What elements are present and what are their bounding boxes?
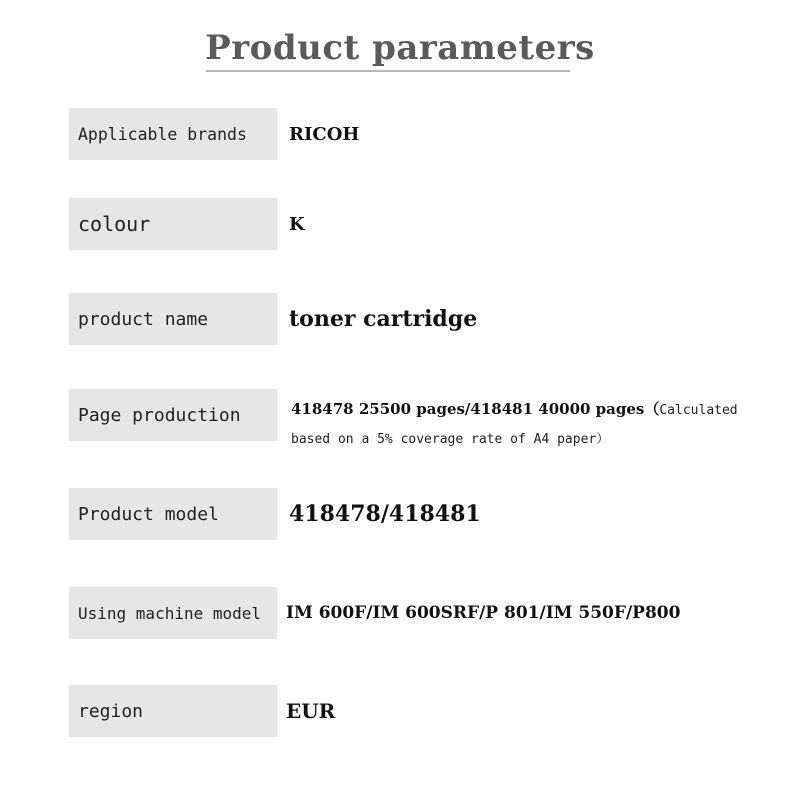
param-label-region: region [78, 700, 144, 722]
param-label-box [69, 198, 277, 250]
param-label-product-name: product name [78, 308, 209, 330]
param-value-machine-model: IM 600F/IM 600SRF/P 801/IM 550F/P800 [286, 603, 681, 623]
param-value-region: EUR [286, 699, 336, 723]
param-value-brands: RICOH [289, 123, 360, 145]
param-label-box [69, 389, 277, 441]
param-label-product-model: Product model [78, 503, 219, 525]
page-production-note-line1: Calculated [659, 403, 738, 418]
page-title: Product parameters [205, 28, 595, 68]
param-label-page-production: Page production [78, 404, 241, 426]
param-row-colour [69, 198, 769, 250]
param-row-page-production [69, 389, 769, 447]
param-label-box [69, 488, 277, 540]
param-row-region [69, 685, 769, 737]
param-label-colour: colour [78, 212, 151, 236]
param-row-machine-model [69, 587, 769, 639]
param-row-brands [69, 108, 769, 160]
param-label-machine-model: Using machine model [78, 603, 262, 623]
param-row-product-name [69, 293, 769, 345]
param-label-box [69, 685, 277, 737]
param-label-brands: Applicable brands [78, 124, 247, 144]
param-value-product-name: toner cartridge [289, 306, 478, 332]
param-value-page-production [291, 395, 761, 454]
page-production-note-line2: based on a 5% coverage rate of A4 paper） [291, 432, 610, 447]
param-row-product-model [69, 488, 769, 540]
param-label-box [69, 587, 277, 639]
param-label-box [69, 293, 277, 345]
param-value-colour: K [289, 213, 305, 235]
param-value-product-model: 418478/418481 [289, 501, 481, 527]
title-underline [206, 70, 570, 72]
page-production-main: 418478 25500 pages/418481 40000 pages（ [291, 400, 660, 418]
param-label-box [69, 108, 277, 160]
